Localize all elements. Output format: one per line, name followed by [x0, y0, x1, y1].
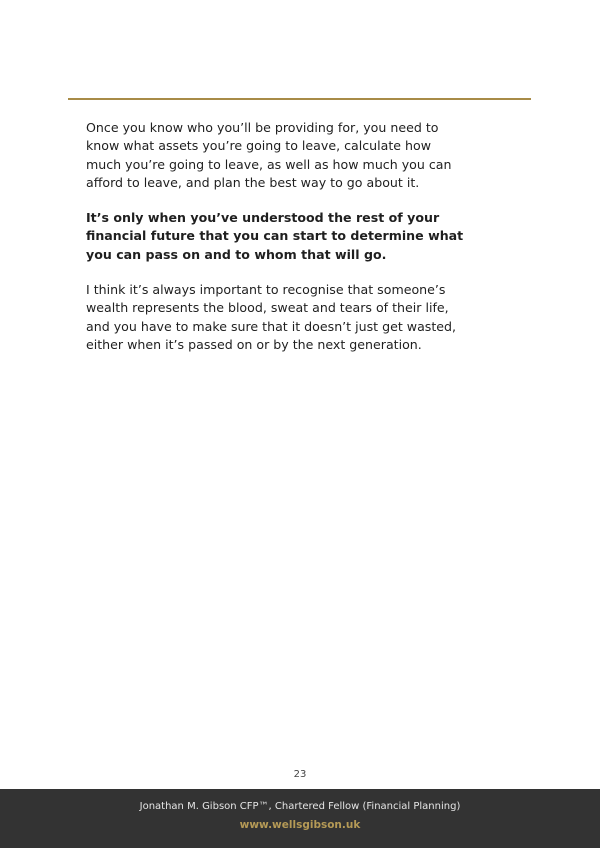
footer-author: Jonathan M. Gibson CFP™, Chartered Fellow (Financial Planning) — [139, 801, 461, 812]
page-number: 23 — [293, 769, 307, 780]
paragraph-assets — [86, 119, 526, 192]
text-line: much you’re going to leave, as well as how much you can — [86, 156, 452, 172]
text-line: afford to leave, and plan the best way to go about it. — [86, 174, 420, 190]
paragraph-emphasis — [86, 209, 526, 264]
text-line: wealth represents the blood, sweat and tears of their life, — [86, 300, 449, 316]
footer-bar — [0, 789, 600, 848]
paragraph-wealth — [86, 281, 526, 354]
text-line: and you have to make sure that it doesn’t just get wasted, — [86, 318, 457, 334]
text-line: I think it’s always important to recognise that someone’s — [86, 282, 446, 298]
text-line: Once you know who you’ll be providing for, you need to — [86, 120, 439, 135]
page-body — [86, 119, 526, 371]
text-line: financial future that you can start to determine what — [86, 228, 464, 244]
text-line: you can pass on and to whom that will go. — [86, 246, 387, 262]
footer-website-link[interactable]: www.wellsgibson.uk — [239, 819, 361, 831]
text-line: either when it’s passed on or by the next generation. — [86, 336, 422, 352]
text-line: know what assets you’re going to leave, calculate how — [86, 138, 432, 154]
header-divider — [68, 98, 531, 100]
text-line: It’s only when you’ve understood the rest of your — [86, 210, 440, 226]
